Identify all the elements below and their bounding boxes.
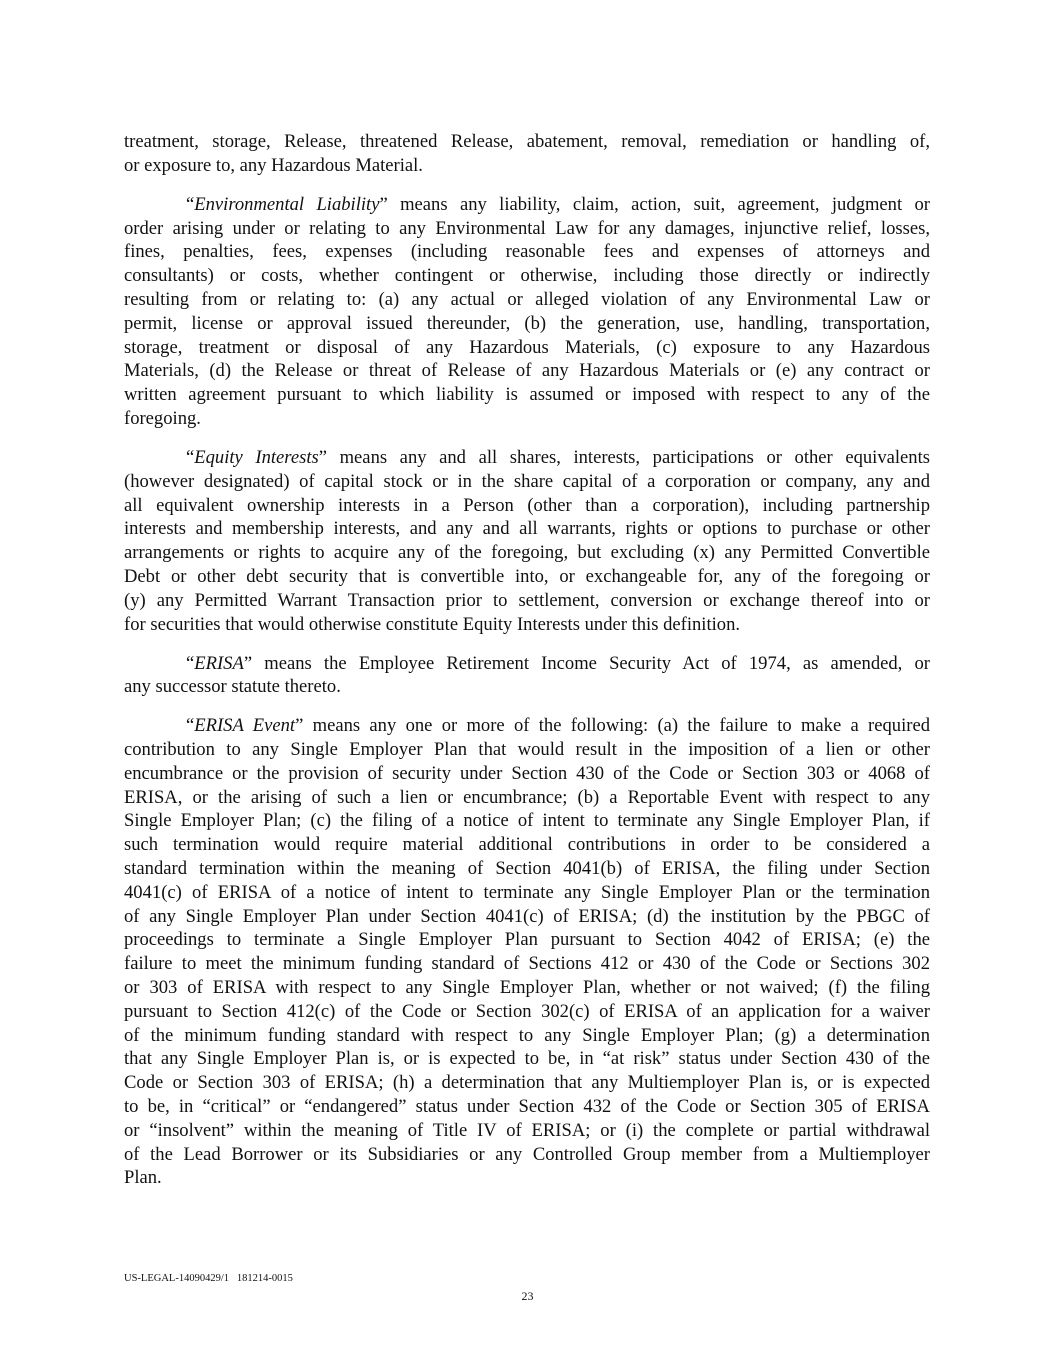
text-line: storage, treatment or disposal of any Hazardous Materials, (c) exposure to any Hazardous: [124, 336, 930, 358]
document-body: [124, 130, 930, 1205]
text-line: resulting from or relating to: (a) any actual or alleged violation of any Environmental Law or: [124, 288, 930, 310]
text-line: proceedings to terminate a Single Employer Plan pursuant to Section 4042 of ERISA; (e) the: [124, 929, 930, 951]
open-quote: “: [186, 193, 195, 215]
text-line: Debt or other debt security that is convertible into, or exchangeable for, any of the foregoing or: [124, 565, 930, 587]
text-line: pursuant to Section 412(c) of the Code or Section 302(c) of ERISA of an application for a waiver: [124, 1000, 930, 1022]
text-line: (however designated) of capital stock or in the share capital of a corporation or company, any and: [124, 470, 930, 492]
text-line: any successor statute thereto.: [124, 676, 341, 698]
text-line: foregoing.: [124, 407, 201, 429]
text-line: that any Single Employer Plan is, or is expected to be, in “at risk” status under Section 430 of the: [124, 1048, 930, 1070]
text-line: [124, 193, 930, 217]
defined-term: Equity Interests: [194, 446, 319, 468]
continuation-paragraph: [124, 130, 930, 178]
text-line: 4041(c) of ERISA of a notice of intent to terminate any Single Employer Plan or the termination: [124, 881, 930, 903]
text-line: Single Employer Plan; (c) the filing of a notice of intent to terminate any Single Employer Plan, if: [124, 810, 930, 832]
text-line: order arising under or relating to any Environmental Law for any damages, injunctive relief, losses,: [124, 217, 930, 239]
defined-term: ERISA Event: [194, 715, 296, 737]
text-line: permit, license or approval issued thereunder, (b) the generation, use, handling, transportation,: [124, 312, 930, 334]
text-line: or “insolvent” within the meaning of Title IV of ERISA; or (i) the complete or partial withdrawal: [124, 1119, 930, 1141]
text-line: fines, penalties, fees, expenses (including reasonable fees and expenses of attorneys and: [124, 241, 930, 263]
definition-paragraph: [124, 446, 930, 636]
definition-paragraph: [124, 714, 930, 1190]
definition-text: ” means any liability, claim, action, suit, agreement, judgment or: [379, 193, 930, 215]
definition-text: ” means any and all shares, interests, participations or other equivalents: [318, 446, 931, 468]
open-quote: “: [186, 652, 195, 674]
text-line: of the Lead Borrower or its Subsidiaries or any Controlled Group member from a Multiemployer: [124, 1143, 930, 1165]
text-line: arrangements or rights to acquire any of the foregoing, but excluding (x) any Permitted Convertible: [124, 542, 930, 564]
definition-text: ” means any one or more of the following: (a) the failure to make a required: [295, 715, 930, 737]
text-line: Materials, (d) the Release or threat of Release of any Hazardous Materials or (e) any contract or: [124, 360, 930, 382]
text-line: encumbrance or the provision of security under Section 430 of the Code or Section 303 or 4068 of: [124, 762, 930, 784]
text-line: ERISA, or the arising of such a lien or encumbrance; (b) a Reportable Event with respect to any: [124, 786, 930, 808]
text-line: or 303 of ERISA with respect to any Single Employer Plan, whether or not waived; (f) the filing: [124, 977, 930, 999]
text-line: consultants) or costs, whether contingent or otherwise, including those directly or indirectly: [124, 265, 930, 287]
text-line: of any Single Employer Plan under Section 4041(c) of ERISA; (d) the institution by the PBGC of: [124, 905, 930, 927]
text-line: [124, 652, 930, 676]
definition-text: ” means the Employee Retirement Income Security Act of 1974, as amended, or: [243, 652, 930, 674]
text-line: [124, 714, 930, 738]
open-quote: “: [186, 715, 195, 737]
text-line: to be, in “critical” or “endangered” status under Section 432 of the Code or Section 305 of ERISA: [124, 1096, 930, 1118]
text-line: or exposure to, any Hazardous Material.: [124, 154, 423, 176]
text-line: standard termination within the meaning of Section 4041(b) of ERISA, the filing under Section: [124, 858, 930, 880]
definition-paragraph: [124, 193, 930, 431]
page-number: 23: [521, 1289, 534, 1303]
text-line: of the minimum funding standard with respect to any Single Employer Plan; (g) a determination: [124, 1024, 930, 1046]
text-line: treatment, storage, Release, threatened Release, abatement, removal, remediation or handling of,: [124, 131, 930, 152]
definition-paragraph: [124, 652, 930, 700]
open-quote: “: [186, 446, 195, 468]
defined-term: ERISA: [194, 652, 244, 674]
text-line: failure to meet the minimum funding standard of Sections 412 or 430 of the Code or Sections 302: [124, 953, 930, 975]
footer-document-id: US-LEGAL-14090429/1 181214-0015: [124, 1273, 293, 1284]
text-line: Plan.: [124, 1167, 162, 1189]
text-line: Code or Section 303 of ERISA; (h) a determination that any Multiemployer Plan is, or is expected: [124, 1072, 930, 1094]
text-line: [124, 446, 930, 470]
text-line: for securities that would otherwise constitute Equity Interests under this definition.: [124, 613, 741, 635]
text-line: contribution to any Single Employer Plan that would result in the imposition of a lien or other: [124, 739, 930, 761]
text-line: interests and membership interests, and any and all warrants, rights or options to purchase or other: [124, 518, 930, 540]
text-line: all equivalent ownership interests in a Person (other than a corporation), including partnership: [124, 494, 930, 516]
text-line: written agreement pursuant to which liability is assumed or imposed with respect to any of the: [124, 384, 930, 406]
text-line: such termination would require material additional contributions in order to be considered a: [124, 834, 930, 856]
text-line: (y) any Permitted Warrant Transaction prior to settlement, conversion or exchange thereof into or: [124, 589, 930, 611]
defined-term: Environmental Liability: [194, 193, 380, 215]
